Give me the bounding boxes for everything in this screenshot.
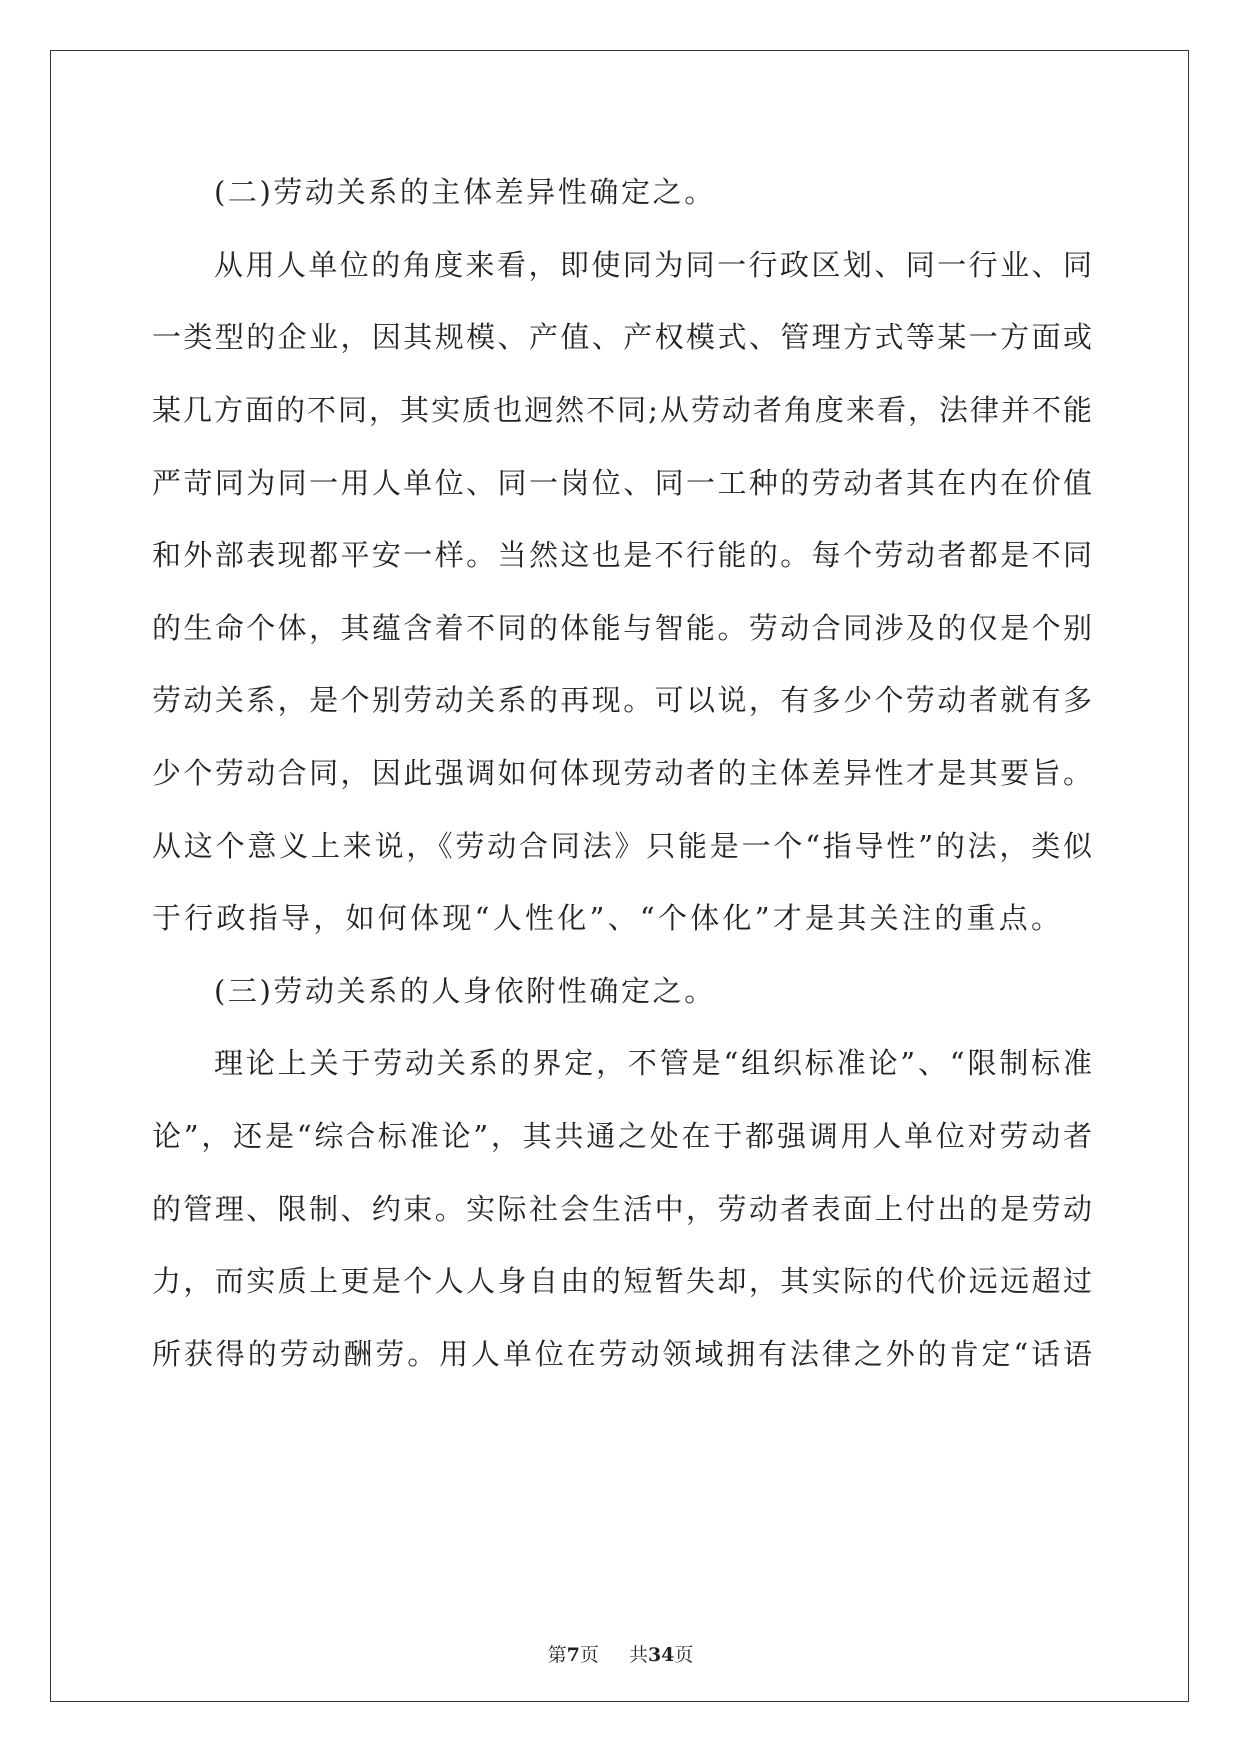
text-line: 少个劳动合同，因此强调如何体现劳动者的主体差异性才是其要旨。 <box>152 756 1092 790</box>
text-line: 从用人单位的角度来看，即使同为同一行政区划、同一行业、同 <box>214 248 1092 282</box>
text-line: 所获得的劳动酬劳。用人单位在劳动领域拥有法律之外的肯定“话语 <box>152 1337 1092 1371</box>
total-pages: 34 <box>647 1644 675 1666</box>
page-prefix: 第 <box>547 1644 567 1666</box>
section-heading-2: (二)劳动关系的主体差异性确定之。 <box>214 175 716 209</box>
text-line: 于行政指导，如何体现“人性化”、“个体化”才是其关注的重点。 <box>152 901 1060 935</box>
page-suffix: 页 <box>579 1644 599 1666</box>
text-line: 的管理、限制、约束。实际社会生活中，劳动者表面上付出的是劳动 <box>152 1192 1092 1226</box>
total-prefix: 共 <box>628 1644 648 1666</box>
text-line: 的生命个体，其蕴含着不同的体能与智能。劳动合同涉及的仅是个别 <box>152 611 1092 645</box>
text-line: 力，而实质上更是个人人身自由的短暂失却，其实际的代价远远超过 <box>152 1264 1092 1298</box>
page-footer <box>0 1643 1241 1667</box>
total-suffix: 页 <box>674 1644 694 1666</box>
text-line: 劳动关系，是个别劳动关系的再现。可以说，有多少个劳动者就有多 <box>152 683 1092 717</box>
page-border <box>50 50 1189 1702</box>
page-number: 7 <box>566 1644 580 1666</box>
text-line: 论”，还是“综合标准论”，其共通之处在于都强调用人单位对劳动者 <box>152 1119 1092 1153</box>
text-line: 和外部表现都平安一样。当然这也是不行能的。每个劳动者都是不同 <box>152 538 1092 572</box>
text-line: 某几方面的不同，其实质也迥然不同;从劳动者角度来看，法律并不能 <box>152 393 1092 427</box>
text-line: 一类型的企业，因其规模、产值、产权模式、管理方式等某一方面或 <box>152 320 1092 354</box>
text-line: 理论上关于劳动关系的界定，不管是“组织标准论”、“限制标准 <box>214 1046 1092 1080</box>
text-line: 从这个意义上来说，《劳动合同法》只能是一个“指导性”的法，类似 <box>152 829 1092 863</box>
text-line: 严苛同为同一用人单位、同一岗位、同一工种的劳动者其在内在价值 <box>152 466 1092 500</box>
section-heading-3: (三)劳动关系的人身依附性确定之。 <box>214 974 716 1008</box>
